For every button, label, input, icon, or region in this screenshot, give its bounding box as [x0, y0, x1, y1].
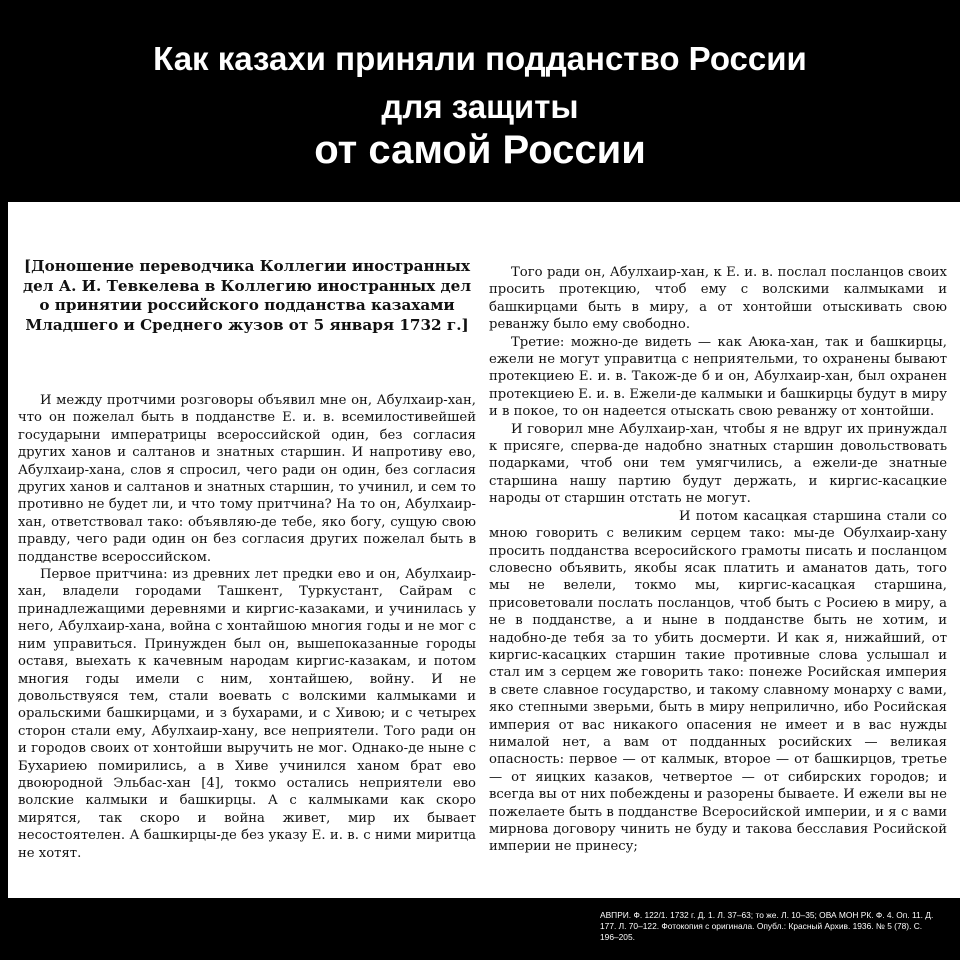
document-heading: [Доношение переводчика Коллегии иностранных дел А. И. Тевкелева в Коллегию иностранных дел о принятии российского подданства казахами Младшего и Среднего жузов от 5 января 1732 г.]	[22, 257, 472, 334]
headline-line-2: для защиты	[381, 88, 579, 125]
right-paragraph-4: И потом касацкая старшина стали со мною говорить с великим серцем тако: мы-де Обулхаир-хану просить подданства всеросийского грамоты писать и посланцом словесно объявить, якобы ясак платить и аманатов дать, того мы не велели, токмо мы, киргис-касацкая старшина, присоветовали послать посланцов, чтоб быть с Росиею в миру, а не в подданстве, а и ныне в подданстве быть не хотим, и надобно-де тебя за то убить досмерти. И как я, нижайший, от киргис-касацких старшин такие противные слова услышал и стал им з серцем же говорить тако: понеже Росийская империя в свете славное государство, и такому славному монарху с вами, яко степными зверьми, быть в миру неприлично, ибо Росийская империя от вас никакого опасения не имеет и в вас нужды нималой нет, а вам от подданных росийских — великая опасность: первое — от калмык, второе — от башкирцов, третье — от яицких казаков, четвертое — от сибирских городов; и всегда вы от них побеждены и разорены бываете. И ежели вы не пожелаете быть в подданстве Всеросийской империи, и я с вами мирнова договору чинить не буду и такова бесславия Росийской империи не принесу;	[489, 508, 947, 855]
right-paragraph-3: И говорил мне Абулхаир-хан, чтобы я не вдруг их принуждал к присяге, сперва-де надобно знатных старшин довольствовать подарками, чтоб они тем умягчились, а ежели-де знатные старшина нашу партию будут держать, и киргис-касацкие народы от старшин отстать не могут.	[489, 421, 947, 507]
right-paragraph-1: Того ради он, Абулхаир-хан, к Е. и. в. послал посланцов своих просить протекцию, чтоб ему с волскими калмыками и башкирцами быть в миру, а от хонтойши отыскивать свою реванжу было ему свободно.	[489, 265, 947, 333]
source-note: АВПРИ. Ф. 122/1. 1732 г. Д. 1. Л. 37–63; то же. Л. 10–35; ОВА МОН РК. Ф. 4. Оп. 11. Д. 177. Л. 70–122. Фотокопия с оригинала. Опубл.: Красный Архив. 1936. № 5 (78). С. 196–205.	[600, 910, 934, 942]
headline	[0, 0, 960, 200]
document-page	[8, 202, 960, 898]
left-body	[18, 392, 476, 862]
headline-line-1: Как казахи приняли подданство России	[153, 40, 807, 77]
left-paragraph-1: И между протчими розговоры объявил мне он, Абулхаир-хан, что он пожелал быть в подданстве Е. и. в. всемилостивейшей государыни императрицы всероссийской один, без согласия других ханов и салтанов и знатных старшин. И напротиву ево, Абулхаир-хана, слов я спросил, чего ради он один, без согласия других ханов и салтанов и знатных старшин, то учинил, и сем то противно не будет ли, и что тому притчина? На то он, Абулхаир-хан, ответствовал тако: объявляю-де тебе, яко богу, сущую свою правду, чего ради один он без согласия других пожелал быть в подданстве всероссийском.	[18, 393, 476, 565]
left-paragraph-2: Первое притчина: из древних лет предки ево и он, Абулхаир-хан, владели городами Ташкент, Туркустант, Сайрам с принадлежащими деревнями и киргис-казаками, и учинилась у него, Абулхаир-хана, война с хонтайшою многия годы и не мог с ним управиться. Принужден был он, вышепоказанные городы оставя, выехать к качевным народам киргис-казакам, и потом многия годы имели с ним, хонтайшею, войну. И не довольствуяся тем, стали воевать с волскими калмыками и оральскими башкирцами, и з бухарами, и с Хивою; и с четырех сторон стали ему, Абулхаир-хану, все неприятели. Того ради он и городов своих от хонтойши выручить не мог. Однако-де ныне с Бухариею помирились, а в Хиве учинился ханом брат ево двоюродной Эльбас-хан [4], токмо остались неприятели ево волские калмыки и башкирцы. А с калмыками как скоро мирятся, так скоро и война живет, мир их бывает несостоятелен. А башкирцы-де без указу Е. и. в. с ними миритца не хотят.	[18, 567, 476, 861]
headline-line-3: от самой России	[314, 128, 646, 172]
right-paragraph-2: Третие: можно-де видеть — как Аюка-хан, так и башкирцы, ежели не могут управитца с неприятельми, то охранены бывают протекциею Е. и. в. Також-де б и он, Абулхаир-хан, был охранен протекциею Е. и. в. Ежели-де калмыки и башкирцы будут в миру и в покое, то он надеется отыскать свою реванжу от хонтойши.	[489, 334, 947, 420]
right-body	[489, 264, 947, 856]
